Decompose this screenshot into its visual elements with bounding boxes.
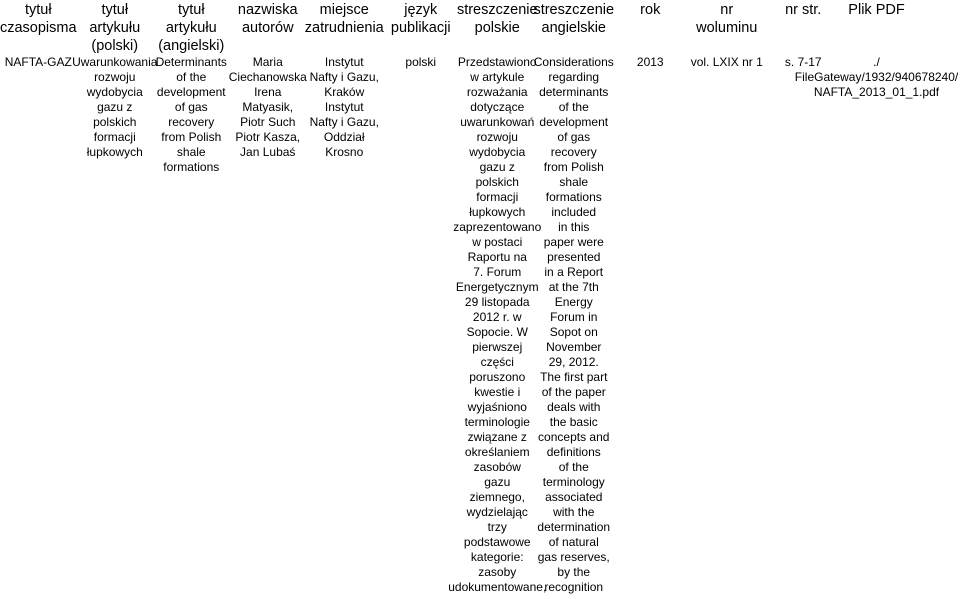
cell-text-line: Uwarunkowania xyxy=(72,55,158,69)
cell-text-line: FileGateway/1932/940678240/ xyxy=(794,70,959,84)
cell-text-line: formacji xyxy=(476,190,519,204)
cell-text-line: Considerations xyxy=(533,55,614,69)
cell-affiliation[interactable] xyxy=(306,55,383,595)
cell-text-line: deals with xyxy=(547,400,601,414)
cell-text-line: podstawowe xyxy=(463,535,531,549)
cell-text-line: vol. LXIX nr 1 xyxy=(690,55,763,69)
header-article-title-pl[interactable] xyxy=(77,1,154,55)
cell-article-title-en[interactable] xyxy=(153,55,230,595)
cell-text-line: zaprezentowano xyxy=(453,220,542,234)
header-label-line: artykułu xyxy=(165,20,217,36)
cell-text-line: Instytut xyxy=(324,55,364,69)
cell-text-line: Nafty i Gazu, xyxy=(309,115,379,129)
cell-text-line: rozwoju xyxy=(476,130,518,144)
cell-abstract-pl[interactable] xyxy=(448,55,547,595)
cell-text-line: associated xyxy=(545,490,603,504)
cell-text-line: określaniem xyxy=(464,445,530,459)
cell-text-line: rozwoju xyxy=(94,70,136,84)
cell-text-line: development xyxy=(539,115,609,129)
cell-text-line: rozważania xyxy=(466,85,528,99)
header-abstract-en[interactable] xyxy=(533,1,615,55)
cell-text-line: of the paper xyxy=(541,385,606,399)
cell-text-line: regarding xyxy=(548,70,600,84)
header-label-line: publikacji xyxy=(390,20,451,36)
cell-text-line: at the 7th xyxy=(548,280,599,294)
header-pages[interactable] xyxy=(765,1,842,55)
cell-text-line: of the xyxy=(176,70,207,84)
cell-text-line: of the xyxy=(558,460,589,474)
cell-text-line: from Polish xyxy=(161,130,222,144)
cell-text-line: included xyxy=(551,205,597,219)
cell-text-line: Energetycznym xyxy=(455,280,539,294)
cell-text-line: ziemnego, xyxy=(469,490,525,504)
cell-text-line: Kraków xyxy=(324,85,365,99)
cell-text-line: formations xyxy=(163,160,220,174)
cell-text-line: Forum in xyxy=(550,310,598,324)
header-label-line: autorów xyxy=(241,20,294,36)
cell-text-line: gazu xyxy=(484,475,511,489)
cell-text-line: Instytut xyxy=(324,100,364,114)
cell-text-line: 29, 2012. xyxy=(548,355,599,369)
cell-text-line: zasobów xyxy=(473,460,521,474)
cell-text-line: Piotr Kasza, xyxy=(235,130,301,144)
cell-text-line: Determinants xyxy=(155,55,227,69)
header-journal-title[interactable] xyxy=(0,1,77,55)
cell-text-line: NAFTA_2013_01_1.pdf xyxy=(813,85,940,99)
cell-text-line: Maria xyxy=(252,55,283,69)
cell-text-line: 2013 xyxy=(636,55,664,69)
cell-text-line: Ciechanowska xyxy=(228,70,307,84)
cell-text-line: łupkowych xyxy=(86,145,143,159)
cell-text-line: ./ xyxy=(873,55,880,69)
cell-text-line: of gas xyxy=(557,130,591,144)
header-label-line: streszczenie xyxy=(456,2,538,18)
cell-text-line: recognition xyxy=(544,580,604,594)
header-volume[interactable] xyxy=(689,1,766,55)
header-label-line: streszczenie xyxy=(533,2,615,18)
cell-text-line: Sopocie. W xyxy=(466,325,528,339)
cell-text-line: of gas xyxy=(174,100,208,114)
cell-text-line: wydzielając xyxy=(466,505,528,519)
cell-text-line: paper were xyxy=(543,235,604,249)
cell-text-line: Sopot on xyxy=(549,325,598,339)
cell-text-line: development xyxy=(156,85,226,99)
cell-text-line: from Polish xyxy=(543,160,604,174)
header-label-line: nr str. xyxy=(785,2,822,18)
cell-text-line: pierwszej xyxy=(472,340,523,354)
header-label-line: nr xyxy=(720,2,734,18)
header-label-line: tytuł xyxy=(24,2,52,18)
header-article-title-en[interactable] xyxy=(153,1,230,55)
cell-text-line: gas reserves, xyxy=(537,550,610,564)
cell-text-line: s. 7-17 xyxy=(784,55,822,69)
header-pdf-file[interactable] xyxy=(842,1,912,55)
cell-text-line: poruszono xyxy=(469,370,526,384)
cell-text-line: polskich xyxy=(475,175,519,189)
cell-text-line: in a Report xyxy=(544,265,604,279)
cell-text-line: presented xyxy=(547,250,601,264)
cell-text-line: Oddział xyxy=(323,130,365,144)
cell-text-line: NAFTA-GAZ xyxy=(4,55,72,69)
cell-text-line: gazu z xyxy=(479,160,515,174)
header-label-line: tytuł xyxy=(177,2,205,18)
cell-text-line: zasoby xyxy=(478,565,517,579)
cell-text-line: udokumentowane, xyxy=(448,580,547,594)
cell-text-line: in this xyxy=(558,220,590,234)
header-abstract-pl[interactable] xyxy=(456,1,538,55)
cell-text-line: trzy xyxy=(487,520,507,534)
cell-text-line: polski xyxy=(405,55,437,69)
cell-text-line: części xyxy=(480,355,514,369)
cell-text-line: kategorie: xyxy=(470,550,524,564)
header-label-line: tytuł xyxy=(101,2,129,18)
cell-text-line: Jan Lubaś xyxy=(240,145,296,159)
cell-text-line: recovery xyxy=(168,115,215,129)
cell-text-line: definitions xyxy=(546,445,601,459)
cell-text-line: formations xyxy=(545,190,602,204)
cell-text-line: of natural xyxy=(548,535,599,549)
cell-text-line: determinants xyxy=(539,85,609,99)
cell-text-line: gazu z xyxy=(97,100,133,114)
header-label-line: czasopisma xyxy=(0,20,77,36)
header-label-line: artykułu xyxy=(89,20,141,36)
cell-text-line: 29 listopada xyxy=(464,295,530,309)
header-label-line: (angielski) xyxy=(158,38,225,54)
header-label-line: angielskie xyxy=(541,20,606,36)
cell-text-line: formacji xyxy=(93,130,136,144)
cell-text-line: 2012 r. w xyxy=(472,310,522,324)
cell-text-line: terminologie xyxy=(464,415,530,429)
header-label-line: rok xyxy=(640,2,661,18)
cell-text-line: związane z xyxy=(467,430,527,444)
header-label-line: polskie xyxy=(474,20,520,36)
header-label-line: nazwiska xyxy=(237,2,298,18)
header-label-line: zatrudnienia xyxy=(304,20,384,36)
header-year[interactable] xyxy=(612,1,689,55)
cell-text-line: dotyczące xyxy=(470,100,525,114)
cell-text-line: Raportu na xyxy=(467,250,527,264)
cell-language[interactable] xyxy=(383,55,460,595)
header-language[interactable] xyxy=(383,1,460,55)
cell-text-line: w postaci xyxy=(472,235,523,249)
header-label-line: miejsce xyxy=(319,2,369,18)
header-label-line: język xyxy=(404,2,438,18)
cell-abstract-en[interactable] xyxy=(533,55,614,595)
table-row xyxy=(0,55,960,595)
cell-text-line: 7. Forum xyxy=(473,265,522,279)
header-authors[interactable] xyxy=(230,1,307,55)
cell-text-line: łupkowych xyxy=(469,205,526,219)
cell-text-line: wyjaśniono xyxy=(467,400,527,414)
cell-text-line: shale xyxy=(559,175,589,189)
cell-text-line: uwarunkowań xyxy=(460,115,535,129)
header-affiliation[interactable] xyxy=(306,1,383,55)
header-row xyxy=(0,0,960,55)
cell-text-line: with the xyxy=(553,505,595,519)
cell-text-line: of the xyxy=(558,100,589,114)
header-label-line: (polski) xyxy=(91,38,139,54)
header-label-line: Plik PDF xyxy=(848,2,905,18)
cell-text-line: determination xyxy=(537,520,611,534)
cell-text-line: wydobycia xyxy=(469,145,526,159)
cell-text-line: recovery xyxy=(550,145,597,159)
cell-text-line: Matyasik, xyxy=(242,100,294,114)
cell-text-line: by the xyxy=(557,565,591,579)
cell-pages[interactable] xyxy=(765,55,842,595)
cell-text-line: The first part xyxy=(540,370,608,384)
cell-text-line: shale xyxy=(176,145,206,159)
cell-text-line: Krosno xyxy=(325,145,364,159)
cell-text-line: Irena xyxy=(254,85,282,99)
cell-text-line: Nafty i Gazu, xyxy=(309,70,379,84)
header-label-line: woluminu xyxy=(696,20,758,36)
cell-text-line: kwestie i xyxy=(474,385,521,399)
cell-text-line: wydobycia xyxy=(86,85,143,99)
cell-text-line: Piotr Such xyxy=(240,115,296,129)
cell-volume[interactable] xyxy=(689,55,766,595)
cell-article-title-pl[interactable] xyxy=(72,55,158,595)
cell-text-line: Przedstawiono xyxy=(457,55,537,69)
cell-text-line: Energy xyxy=(554,295,593,309)
cell-year[interactable] xyxy=(612,55,689,595)
cell-text-line: terminology xyxy=(542,475,605,489)
cell-text-line: the basic xyxy=(549,415,598,429)
cell-text-line: polskich xyxy=(93,115,137,129)
cell-journal-title[interactable] xyxy=(0,55,77,595)
cell-authors[interactable] xyxy=(230,55,307,595)
cell-text-line: w artykule xyxy=(470,70,525,84)
cell-text-line: concepts and xyxy=(538,430,610,444)
cell-text-line: November xyxy=(546,340,602,354)
